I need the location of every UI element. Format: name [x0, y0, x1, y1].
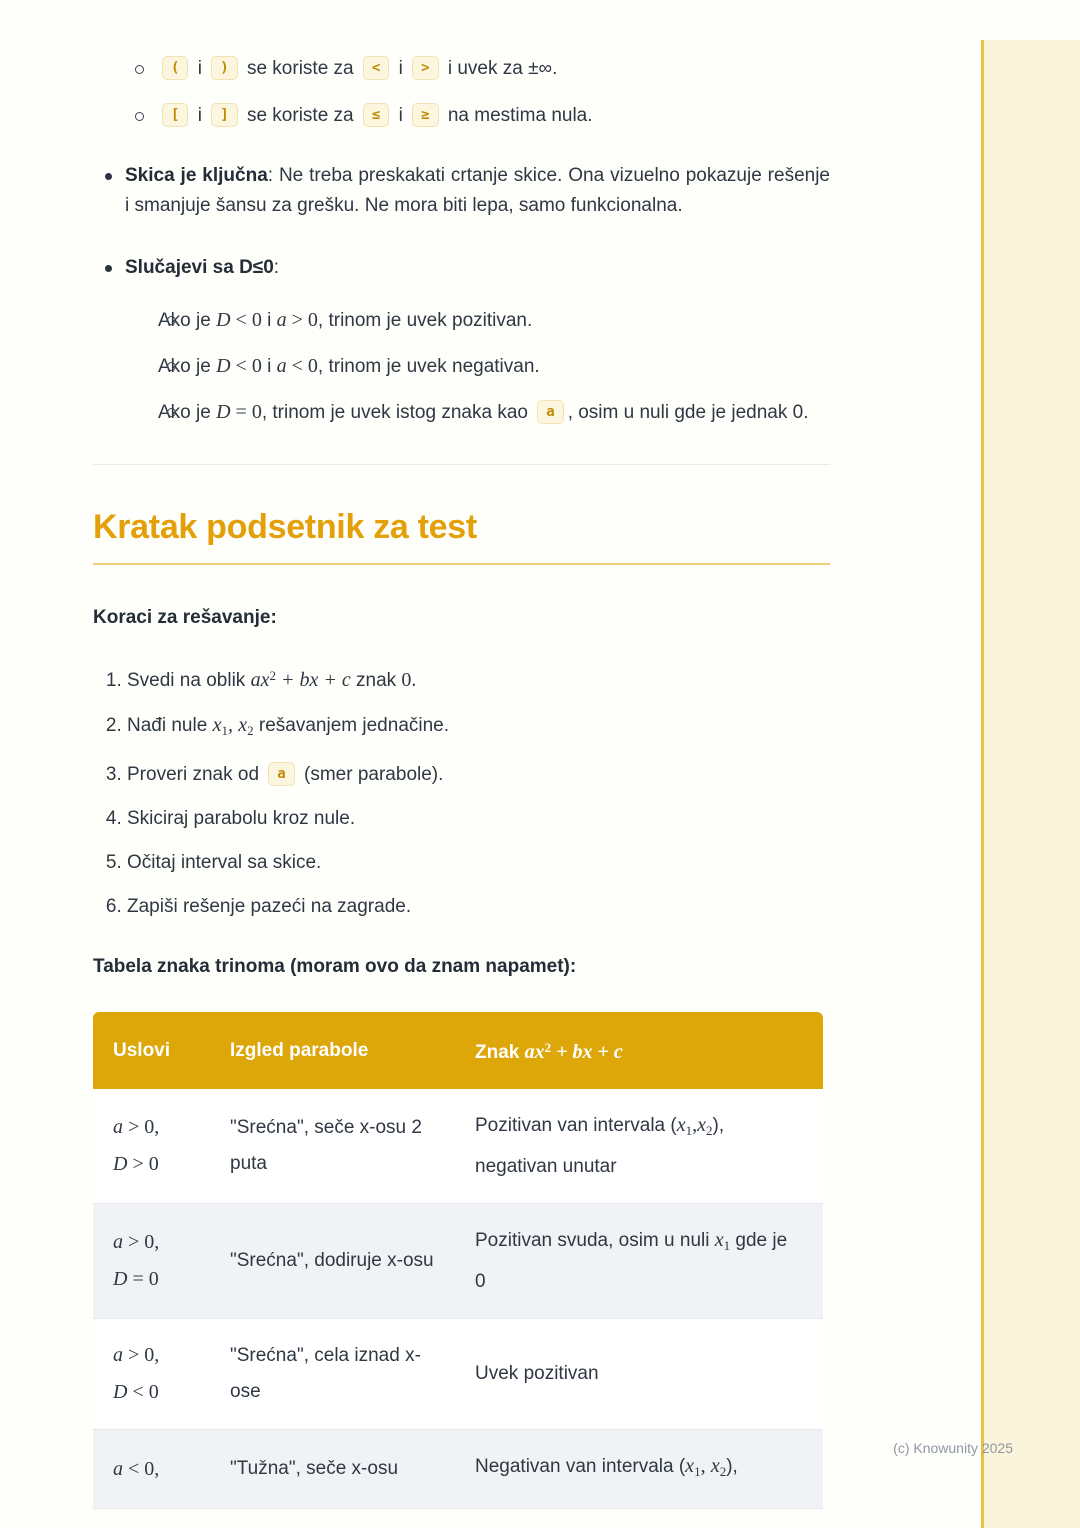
- math-var-x1: x: [685, 1455, 695, 1477]
- text-run: rešavanjem jednačine.: [258, 715, 450, 736]
- text-run: Pozitivan van intervala (: [475, 1115, 677, 1136]
- condition-line: [113, 1109, 190, 1146]
- math-relation: > 0,: [123, 1344, 160, 1366]
- text-run: i uvek za ±∞.: [447, 58, 558, 79]
- math-relation: < 0: [230, 309, 262, 331]
- content-column: [93, 0, 830, 1509]
- cell-sign: [455, 1430, 823, 1509]
- cell-conditions: [93, 1430, 210, 1509]
- math-subscript: 2: [719, 1464, 727, 1479]
- math-var-D: D: [216, 355, 231, 377]
- notes-list: [93, 161, 830, 428]
- list-item-case-negative: [125, 351, 830, 382]
- cell-sign: [455, 1204, 823, 1319]
- list-item-brackets: [93, 101, 830, 131]
- condition-line: [113, 1224, 190, 1261]
- math-var-x2: x: [238, 714, 248, 736]
- table-row-3: [93, 1319, 823, 1430]
- text-run: i: [267, 310, 272, 331]
- cell-parabola: "Tužna", seče x-osu: [210, 1430, 455, 1509]
- math-relation: > 0: [127, 1153, 159, 1175]
- math-number: 0.: [401, 669, 417, 691]
- code-chip-less-equal: ≤: [363, 103, 389, 127]
- list-item-case-zero: [125, 397, 830, 428]
- bold-lead: Slučajevi sa D≤0: [125, 257, 274, 278]
- math-var-a: a: [113, 1231, 123, 1253]
- math-relation: < 0,: [123, 1457, 160, 1480]
- table-header-znak: [455, 1012, 823, 1089]
- text-run: Ako je: [158, 356, 211, 377]
- cell-sign: [455, 1089, 823, 1204]
- text-run: : Ne treba preskakati crtanje skice. Ona vizuelno pokazuje rešenje i smanjuje šansu za grešku. Ne mora biti lepa, samo funkcionalna.: [125, 165, 830, 216]
- math-relation: > 0,: [123, 1116, 160, 1138]
- math-var-x2: x: [710, 1455, 720, 1477]
- math-var-D: D: [113, 1268, 128, 1290]
- step-1: [127, 661, 830, 696]
- list-item-slucajevi: [93, 253, 830, 428]
- math-var-D: D: [113, 1381, 128, 1403]
- text-run: Nađi nule: [127, 715, 208, 736]
- text-run: gde je 0: [475, 1230, 788, 1292]
- text-run: i: [267, 356, 272, 377]
- math-superscript: 2: [269, 668, 276, 683]
- cell-sign: [455, 1319, 823, 1430]
- math-subscript: 2: [706, 1123, 713, 1138]
- step-3: [127, 760, 830, 790]
- list-item-case-positive: [125, 305, 830, 336]
- sign-table: [93, 1012, 823, 1509]
- text-run: Proveri znak od: [127, 764, 260, 785]
- text-run: Uvek pozitivan: [475, 1363, 599, 1384]
- text-run: Pozitivan svuda, osim u nuli: [475, 1230, 710, 1251]
- text-run: :: [273, 257, 280, 278]
- math-expr: ax: [524, 1041, 545, 1063]
- text-run: , osim u nuli gde je jednak 0.: [567, 402, 809, 423]
- text-run: , trinom je uvek pozitivan.: [317, 310, 533, 331]
- cell-conditions: [93, 1089, 210, 1204]
- math-relation: = 0: [230, 401, 262, 423]
- code-chip-open-paren: (: [162, 56, 188, 80]
- math-separator: ,: [692, 1114, 698, 1136]
- step-5: [127, 848, 830, 878]
- condition-line: [113, 1146, 190, 1183]
- cell-parabola: "Srećna", dodiruje x-osu: [210, 1204, 455, 1319]
- section-divider: [93, 464, 830, 465]
- condition-line: [113, 1337, 190, 1374]
- math-relation: > 0,: [123, 1231, 160, 1253]
- cell-parabola: "Srećna", seče x-osu 2 puta: [210, 1089, 455, 1204]
- list-item-parentheses: [93, 54, 830, 84]
- math-var-x2: x: [697, 1114, 706, 1136]
- math-separator: ,: [700, 1455, 706, 1477]
- steps-heading: Koraci za rešavanje:: [93, 607, 277, 628]
- steps-list: [93, 661, 830, 922]
- table-row-1: [93, 1089, 823, 1204]
- text-run: Skiciraj parabolu kroz nule.: [127, 808, 356, 829]
- table-row-4: [93, 1430, 823, 1509]
- cell-conditions: [93, 1204, 210, 1319]
- math-relation: < 0: [127, 1381, 159, 1403]
- copyright-watermark: (c) Knowunity 2025: [893, 1440, 1013, 1456]
- text-run: Ako je: [158, 310, 211, 331]
- math-var-D: D: [216, 401, 231, 423]
- math-expr: + bx + c: [551, 1041, 623, 1063]
- text-run: ),: [726, 1456, 738, 1477]
- code-chip-close-paren: ): [211, 56, 237, 80]
- text-run: Negativan van intervala (: [475, 1456, 686, 1477]
- text-run: Znak: [475, 1042, 520, 1063]
- list-item-skica: [93, 161, 830, 221]
- math-relation: = 0: [127, 1268, 159, 1290]
- page-edge-strip: [981, 40, 1080, 1528]
- math-var-x1: x: [714, 1229, 724, 1251]
- code-chip-close-bracket: ]: [211, 103, 237, 127]
- text-run: Ako je: [158, 402, 211, 423]
- code-chip-less-than: <: [363, 56, 389, 80]
- table-row-2: [93, 1204, 823, 1319]
- table-heading: Tabela znaka trinoma (moram ovo da znam napamet):: [93, 956, 577, 977]
- text-run: se koriste za: [246, 58, 354, 79]
- condition-line: [113, 1261, 190, 1298]
- text-run: i: [398, 58, 403, 79]
- table-header: [93, 1012, 823, 1089]
- bold-lead: Skica je ključna: [125, 165, 268, 186]
- text-run: se koriste za: [246, 105, 354, 126]
- cell-conditions: [93, 1319, 210, 1430]
- text-run: Svedi na oblik: [127, 670, 246, 691]
- math-superscript: 2: [544, 1040, 552, 1055]
- step-2: [127, 710, 830, 746]
- table-header-row: [93, 1012, 823, 1089]
- code-chip-a: a: [268, 762, 294, 786]
- math-var-a: a: [113, 1457, 123, 1480]
- step-4: [127, 804, 830, 834]
- text-run: , trinom je uvek negativan.: [317, 356, 540, 377]
- math-subscript: 1: [685, 1123, 693, 1138]
- math-var-D: D: [113, 1153, 128, 1175]
- math-var-D: D: [216, 309, 231, 331]
- text-run: (smer parabole).: [304, 764, 444, 785]
- math-var-a: a: [113, 1344, 123, 1366]
- step-6: [127, 892, 830, 922]
- text-run: , trinom je uvek istog znaka kao: [261, 402, 528, 423]
- math-var-x1: x: [212, 714, 222, 736]
- math-expr: ax: [250, 669, 270, 691]
- text-run: Zapiši rešenje pazeći na zagrade.: [127, 896, 412, 917]
- table-header-izgled: Izgled parabole: [210, 1012, 455, 1089]
- math-var-a: a: [276, 309, 287, 331]
- math-relation: < 0: [286, 355, 318, 377]
- math-var-a: a: [276, 355, 287, 377]
- slucajevi-sublist: [125, 305, 830, 428]
- math-expr: + bx + c: [275, 669, 351, 691]
- table-header-uslovi: Uslovi: [93, 1012, 210, 1089]
- math-relation: < 0: [230, 355, 262, 377]
- condition-line: [113, 1374, 190, 1411]
- code-chip-greater-equal: ≥: [412, 103, 438, 127]
- bracket-usage-list: [93, 54, 830, 131]
- condition-line: [113, 1451, 190, 1488]
- math-subscript: 2: [247, 723, 254, 738]
- section-title: Kratak podsetnik za test: [93, 507, 830, 565]
- math-subscript: 1: [221, 723, 228, 738]
- math-subscript: 1: [694, 1464, 701, 1479]
- math-var-x1: x: [676, 1114, 686, 1136]
- math-separator: ,: [227, 714, 233, 736]
- math-subscript: 1: [723, 1238, 731, 1253]
- math-var-a: a: [113, 1116, 123, 1138]
- text-run: ), negativan unutar: [475, 1115, 725, 1177]
- math-relation: > 0: [286, 309, 318, 331]
- text-run: znak: [350, 670, 397, 691]
- table-body: [93, 1089, 823, 1509]
- code-chip-a: a: [537, 400, 563, 424]
- text-run: Očitaj interval sa skice.: [127, 852, 322, 873]
- text-run: i: [197, 105, 202, 126]
- text-run: na mestima nula.: [447, 105, 593, 126]
- text-run: i: [197, 58, 202, 79]
- cell-parabola: "Srećna", cela iznad x-ose: [210, 1319, 455, 1430]
- code-chip-greater-than: >: [412, 56, 438, 80]
- text-run: i: [398, 105, 403, 126]
- code-chip-open-bracket: [: [162, 103, 188, 127]
